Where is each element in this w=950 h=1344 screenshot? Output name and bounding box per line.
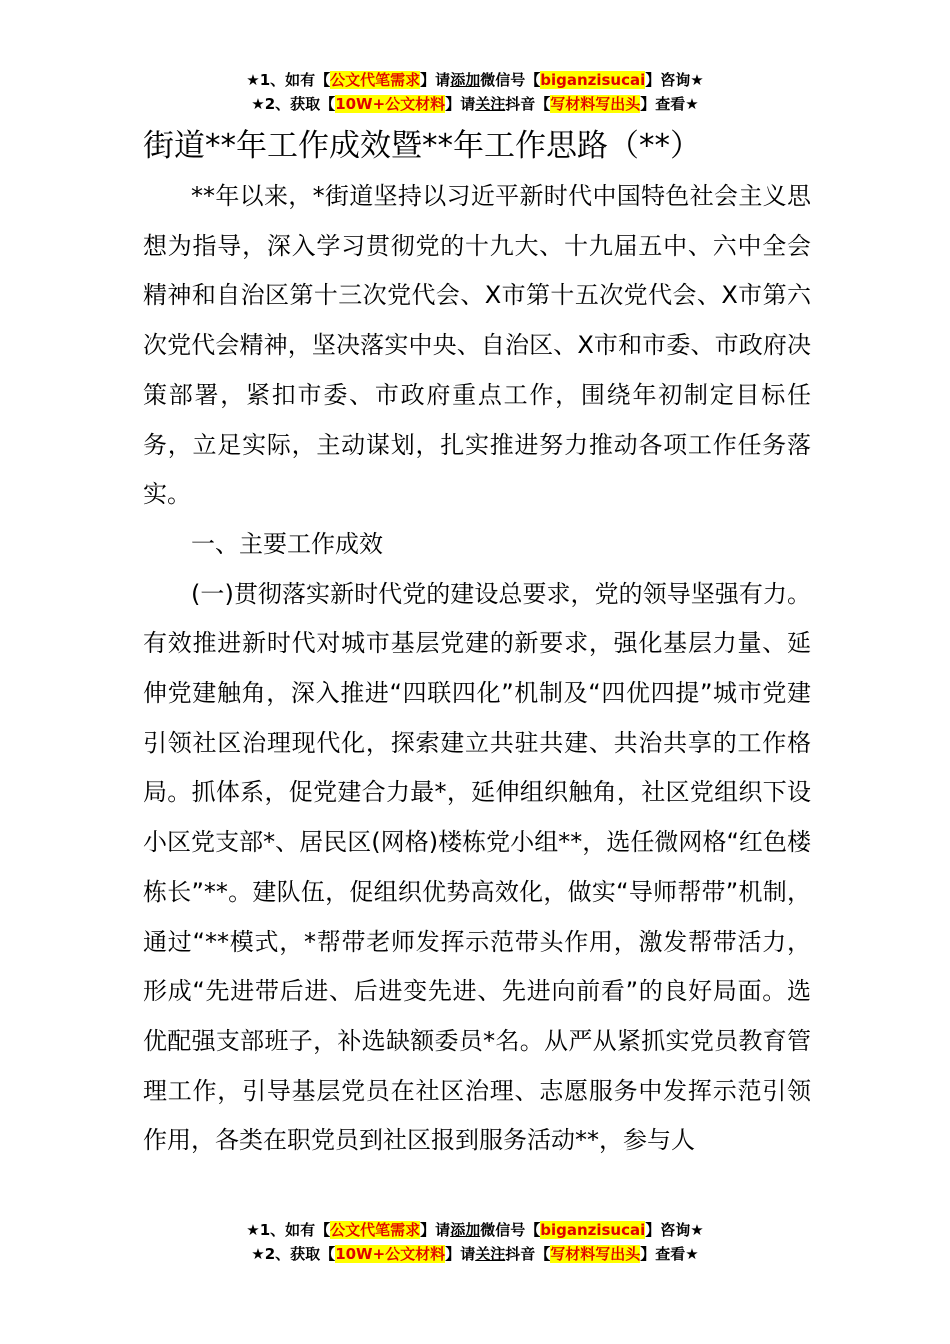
promo-text: 】请 (420, 1221, 451, 1239)
promo-line-1 (0, 68, 950, 92)
promo-text: 】请 (445, 95, 476, 113)
promo-text: 】请 (445, 1245, 476, 1263)
promo-underline: 关注 (475, 1245, 506, 1263)
promo-text: ★2、获取【 (251, 1245, 336, 1263)
promo-text: 微信号【 (480, 71, 541, 89)
document-body (143, 172, 811, 1166)
paragraph-intro: **年以来，*街道坚持以习近平新时代中国特色社会主义思想为指导，深入学习贯彻党的十九大、十九届五中、六中全会精神和自治区第十三次党代会、X市第十五次党代会、X市第六次党代会精神，坚决落实中央、自治区、X市和市委、市政府决策部署，紧扣市委、市政府重点工作，围绕年初制定目标任务，立足实际，主动谋划，扎实推进努力推动各项工作任务落实。 (143, 182, 811, 509)
promo-highlight: 10W+公文材料 (335, 1245, 446, 1263)
promo-text: ★2、获取【 (251, 95, 336, 113)
promo-underline: 关注 (475, 95, 506, 113)
promo-line-1 (0, 1218, 950, 1242)
promo-text: 】咨询★ (645, 1221, 704, 1239)
promo-highlight: 公文代笔需求 (330, 71, 421, 89)
promo-highlight: biganzisucai (540, 1221, 646, 1239)
document-title: 街道**年工作成效暨**年工作思路（**） (143, 128, 701, 164)
promo-text: 】查看★ (640, 1245, 699, 1263)
promo-text: 】查看★ (640, 95, 699, 113)
promo-highlight: biganzisucai (540, 71, 646, 89)
promo-text: 】咨询★ (645, 71, 704, 89)
promo-text: 抖音【 (505, 1245, 551, 1263)
promo-underline: 添加 (450, 71, 481, 89)
promo-text: ★1、如有【 (246, 1221, 331, 1239)
promo-highlight: 写材料写出头 (550, 1245, 641, 1263)
promo-text: 】请 (420, 71, 451, 89)
promo-highlight: 公文代笔需求 (330, 1221, 421, 1239)
promo-text: ★1、如有【 (246, 71, 331, 89)
promo-banner-bottom (0, 1218, 950, 1266)
promo-banner-top (0, 68, 950, 116)
paragraph-party-building: (一)贯彻落实新时代党的建设总要求，党的领导坚强有力。有效推进新时代对城市基层党建的新要求，强化基层力量、延伸党建触角，深入推进“四联四化”机制及“四优四提”城市党建引领社区治理现代化，探索建立共驻共建、共治共享的工作格局。抓体系，促党建合力最*，延伸组织触角，社区党组织下设小区党支部*、居民区(网格)楼栋党小组**，选任微网格“红色楼栋长”**。建队伍，促组织优势高效化，做实“导师帮带”机制，通过“**模式，*帮带老师发挥示范带头作用，激发帮带活力，形成“先进带后进、后进变先进、先进向前看”的良好局面。选优配强支部班子，补选缺额委员*名。从严从紧抓实党员教育管理工作，引导基层党员在社区治理、志愿服务中发挥示范引领作用，各类在职党员到社区报到服务活动**，参与人 (143, 579, 811, 1155)
promo-line-2 (0, 92, 950, 116)
promo-text: 抖音【 (505, 95, 551, 113)
promo-text: 微信号【 (480, 1221, 541, 1239)
promo-underline: 添加 (450, 1221, 481, 1239)
promo-highlight: 10W+公文材料 (335, 95, 446, 113)
section-heading: 一、主要工作成效 (191, 529, 383, 558)
promo-line-2 (0, 1242, 950, 1266)
promo-highlight: 写材料写出头 (550, 95, 641, 113)
